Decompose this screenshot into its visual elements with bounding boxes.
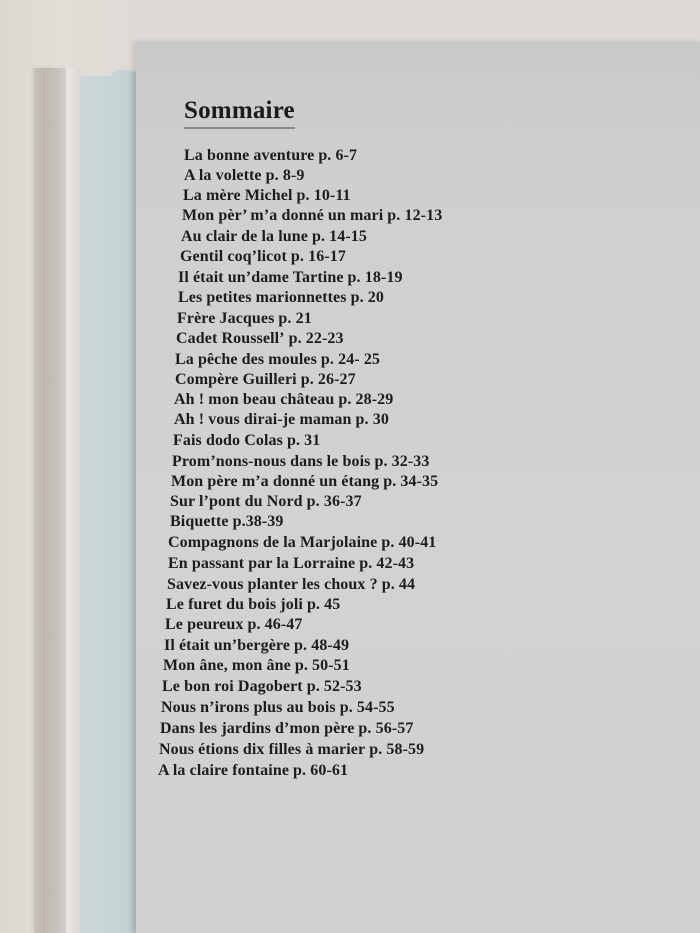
toc-entry-pages: p. 26-27 (300, 371, 356, 388)
toc-entry-title: Il était un’bergère (164, 637, 291, 654)
toc-entry-pages: p.38-39 (232, 513, 284, 530)
toc-entry-title: Mon pèr’ m’a donné un mari (182, 207, 384, 224)
toc-entry-title: Biquette (170, 513, 229, 530)
toc-entry (166, 595, 340, 615)
toc-entry (159, 740, 424, 760)
toc-entry (182, 206, 442, 226)
toc-entry-title: Ah ! mon beau château (174, 391, 335, 408)
toc-entry-pages: p. 14-15 (311, 228, 367, 245)
toc-entry (163, 656, 350, 676)
toc-entry (178, 268, 403, 288)
toc-entry-title: Le bon roi Dagobert (162, 678, 303, 695)
toc-entry-title: Les petites marionnettes (178, 289, 347, 306)
toc-entry-title: Dans les jardins d’mon père (160, 720, 355, 737)
toc-entry-pages: p. 16-17 (290, 248, 346, 265)
toc-entry (181, 227, 367, 247)
toc-entry (180, 247, 346, 267)
toc-entry-title: Au clair de la lune (181, 228, 308, 245)
back-cover-edge (34, 68, 66, 933)
toc-entry (165, 615, 303, 635)
toc-entry (161, 698, 395, 718)
toc-entry-title: A la claire fontaine (158, 762, 290, 779)
toc-entry-pages: p. 52-53 (306, 678, 362, 695)
toc-entry-pages: p. 21 (278, 310, 312, 327)
toc-entry-pages: p. 42-43 (359, 555, 415, 572)
toc-entry-pages: p. 22-23 (288, 330, 344, 347)
toc-entry-pages: p. 50-51 (294, 657, 350, 674)
toc-entry-pages: p. 40-41 (381, 534, 437, 551)
toc-entry (175, 350, 380, 370)
toc-entry (168, 533, 436, 553)
toc-entry-pages: p. 60-61 (293, 762, 349, 779)
toc-entry (174, 410, 389, 430)
toc-entry (162, 677, 362, 697)
toc-entry-title: Mon père m’a donné un étang (171, 473, 380, 490)
toc-entry-title: Il était un’dame Tartine (178, 269, 344, 286)
toc-entry (177, 309, 312, 329)
toc-entry (175, 370, 356, 390)
toc-entry (170, 512, 284, 532)
toc-entry-pages: p. 28-29 (338, 391, 394, 408)
toc-entry-pages: p. 34-35 (383, 473, 439, 490)
toc-entry-title: Ah ! vous dirai-je maman (174, 411, 352, 428)
toc-entry-pages: p. 45 (306, 596, 341, 613)
page-edge-strip (66, 68, 80, 933)
toc-entry (164, 636, 349, 656)
toc-entry-pages: p. 54-55 (339, 699, 395, 716)
toc-entry-pages: p. 32-33 (374, 453, 430, 470)
toc-entry-title: A la volette (184, 167, 262, 184)
toc-entry-pages: p. 24- 25 (320, 351, 381, 368)
toc-entry (168, 554, 414, 574)
toc-entry (176, 329, 344, 349)
toc-entry-title: Nous étions dix filles à marier (159, 741, 366, 758)
toc-entry (184, 166, 304, 186)
toc-entry-pages: p. 56-57 (358, 720, 414, 737)
toc-entry-title: Prom’nons-nous dans le bois (172, 453, 371, 470)
toc-entry-title: La bonne aventure (184, 147, 315, 164)
toc-entry-pages: p. 44 (381, 576, 416, 593)
toc-entry-title: Gentil coq’licot (180, 248, 287, 265)
toc-entry (184, 146, 357, 166)
toc-entry (183, 186, 351, 206)
toc-entry-pages: p. 20 (350, 289, 384, 306)
toc-entry-title: Le peureux (165, 616, 244, 633)
toc-entry-title: Nous n’irons plus au bois (161, 699, 336, 716)
toc-entry-title: Compère Guilleri (175, 371, 297, 388)
toc-entry-title: Cadet Roussell’ (176, 330, 285, 347)
toc-entry (174, 390, 393, 410)
toc-entry-title: Le furet du bois joli (166, 596, 303, 613)
toc-entry-title: Fais dodo Colas (173, 432, 283, 449)
toc-entry-title: La pêche des moules (175, 351, 317, 368)
toc-entry-pages: p. 48-49 (294, 637, 350, 654)
toc-entry (178, 288, 384, 308)
toc-entry-pages: p. 8-9 (265, 167, 305, 184)
toc-entry-pages: p. 10-11 (296, 187, 351, 204)
toc-entry-pages: p. 58-59 (369, 741, 425, 758)
toc-entry-title: Savez-vous planter les choux ? (167, 576, 378, 593)
toc-entry-title: Frère Jacques (177, 310, 275, 327)
page-title: Sommaire (184, 96, 295, 129)
toc-entry-pages: p. 30 (355, 411, 389, 428)
toc-entry-pages: p. 12-13 (387, 207, 443, 224)
toc-entry-pages: p. 6-7 (318, 147, 358, 164)
toc-entry-title: Mon âne, mon âne (163, 657, 291, 674)
toc-entry-title: Sur l’pont du Nord (170, 493, 303, 510)
toc-entry (158, 761, 348, 781)
toc-entry-pages: p. 36-37 (306, 493, 362, 510)
toc-entry-pages: p. 18-19 (347, 269, 403, 286)
toc-entry (173, 431, 320, 451)
toc-entry (170, 492, 362, 512)
toc-entry-title: Compagnons de la Marjolaine (168, 534, 378, 551)
toc-entry (172, 452, 430, 472)
toc-entry-title: En passant par la Lorraine (168, 555, 356, 572)
toc-entry (171, 472, 438, 492)
toc-entry (167, 575, 415, 595)
toc-entry-pages: p. 46-47 (247, 616, 303, 633)
toc-entry (160, 719, 413, 739)
toc-entry-pages: p. 31 (286, 432, 321, 449)
toc-entry-title: La mère Michel (183, 187, 293, 204)
